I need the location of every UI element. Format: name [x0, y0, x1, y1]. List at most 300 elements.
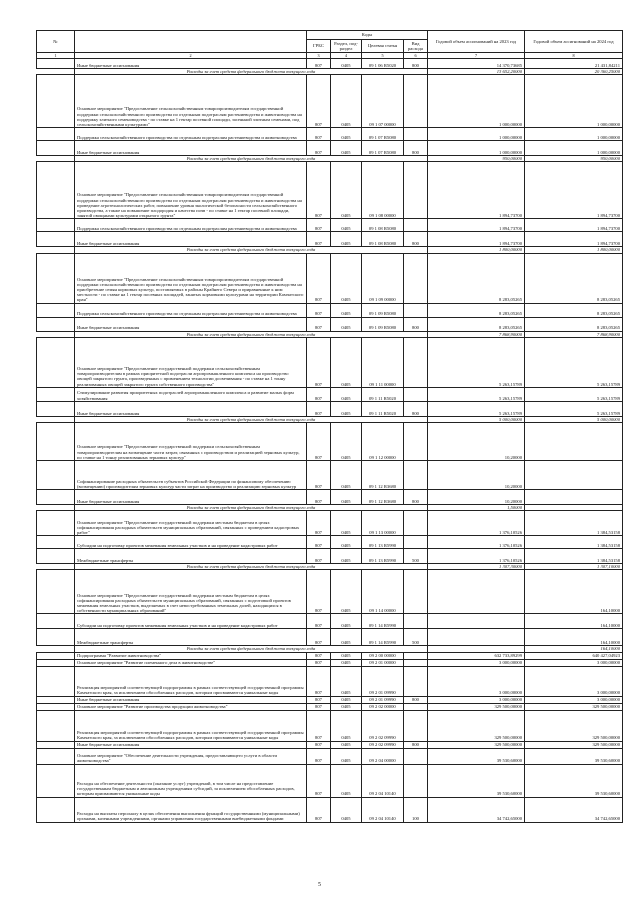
row-grbs: 807: [307, 219, 331, 232]
row-target: 09 1 09 R5080: [362, 317, 404, 331]
table-row: [37, 696, 623, 703]
row-vid: 800: [404, 696, 428, 703]
row-name: Расходы на выплаты персоналу в целях обеспечения выполнения функций государственными (муниципальными) органами, казенными учреждениями, органами управления государственными внебюджетными фондами: [75, 797, 307, 822]
row-value-2023: 10,20000: [428, 423, 525, 461]
row-no: [37, 162, 75, 219]
row-razdel: 0405: [331, 387, 362, 401]
row-name: Иные бюджетные ассигнования: [75, 696, 307, 703]
row-no: [37, 748, 75, 764]
header-codes: Коды: [307, 31, 428, 40]
row-grbs: 807: [307, 337, 331, 387]
row-name: Межбюджетные трансферты: [75, 549, 307, 564]
row-grbs: 807: [307, 59, 331, 69]
row-target: 09 2 04 00000: [362, 748, 404, 764]
row-name: Межбюджетные трансферты: [75, 629, 307, 646]
row-no: [37, 141, 75, 156]
row-razdel: 0405: [331, 141, 362, 156]
row-grbs: 807: [307, 317, 331, 331]
row-no: [37, 232, 75, 247]
row-grbs: 807: [307, 232, 331, 247]
row-name: Основное мероприятие "Предоставление государственной поддержки местным бюджетам в целях софинансирования расходных обязательств муниципальных образований, связанных с подготовкой проектов межевания земельных участков, выделяемых в счет невостребованных земельных долей, находящихся в собственности муниципальных образований": [75, 570, 307, 614]
note-text: Расходы за счет средств федерального бюджета текущего года: [75, 505, 428, 511]
row-no: [37, 629, 75, 646]
row-value-2023: 329 500,00000: [428, 741, 525, 748]
row-target: 09 1 12 R3680: [362, 490, 404, 505]
row-vid: [404, 337, 428, 387]
row-no: [37, 490, 75, 505]
table-row: [37, 490, 623, 505]
budget-table: [36, 30, 623, 823]
row-name: Субсидии на подготовку проектов межевания земельных участков и на проведение кадастровых работ: [75, 536, 307, 549]
row-name: Реализация мероприятий соответствующей подпрограммы в рамках соответствующей государственной программы Камчатского края, за исключением обособленных расходов, которым присваиваются уникальные коды: [75, 666, 307, 696]
col-num: 3: [307, 53, 331, 59]
row-value-2024: 1 894,73700: [525, 232, 623, 247]
table-row: [37, 666, 623, 696]
row-value-2023: 3 000,00000: [428, 666, 525, 696]
table-row: [37, 741, 623, 748]
note-value-2024: 164,10000: [525, 646, 623, 652]
note-value-2024: 1 800,00000: [525, 247, 623, 253]
row-razdel: 0405: [331, 511, 362, 536]
row-target: 09 2 02 00000: [362, 703, 404, 710]
row-name: Основное мероприятие "Предоставление сельскохозяйственным товаропроизводителям государственной поддержки сельскохозяйственного производства по отдельным подотраслям растениеводства и животноводства на приобретение семян кормовых культур, поставляемых в районы Крайнего Севера и приравненные к ним местности - по ставке на 1 гектар посевных площадей, занятых кормовыми культурами на территории Камчатского края": [75, 253, 307, 303]
header-vol-2024: Годовой объем ассигнований на 2024 год: [525, 31, 623, 53]
row-vid: 100: [404, 797, 428, 822]
row-value-2023: 1 376,10526: [428, 511, 525, 536]
row-grbs: 807: [307, 666, 331, 696]
row-name: Основное мероприятие "Обеспечение деятельности учреждения, предоставляющего услуги в области животноводства": [75, 748, 307, 764]
row-vid: [404, 162, 428, 219]
row-vid: [404, 666, 428, 696]
row-no: [37, 536, 75, 549]
note-value-2024: 950,00000: [525, 156, 623, 162]
row-value-2024: 640 427,04923: [525, 652, 623, 659]
row-value-2024: 1 000,00000: [525, 128, 623, 141]
row-value-2024: [525, 490, 623, 505]
row-value-2024: 329 500,00000: [525, 703, 623, 710]
table-row: [37, 461, 623, 490]
row-target: 09 1 14 00000: [362, 570, 404, 614]
row-no: [37, 461, 75, 490]
row-target: 09 1 07 00000: [362, 75, 404, 128]
table-row: [37, 549, 623, 564]
row-vid: [404, 461, 428, 490]
row-no: [37, 696, 75, 703]
table-row: [37, 232, 623, 247]
row-no: [37, 666, 75, 696]
row-name: Иные бюджетные ассигнования: [75, 741, 307, 748]
row-name: Софинансирование расходных обязательств субъектов Российской Федерации по финансовому обеспечению (возмещению) производителям зерновых культур части затрат на производство и реализацию зерновых культур: [75, 461, 307, 490]
table-row: [37, 652, 623, 659]
row-grbs: 807: [307, 536, 331, 549]
row-target: 09 1 07 R5080: [362, 128, 404, 141]
row-razdel: 0405: [331, 59, 362, 69]
row-no: [37, 703, 75, 710]
note-value-2024: 1 307,10000: [525, 564, 623, 570]
row-name: Поддержка сельскохозяйственного производства по отдельным подотраслям растениеводства и животноводства: [75, 128, 307, 141]
row-razdel: 0405: [331, 219, 362, 232]
table-row: [37, 423, 623, 461]
row-value-2023: 1 376,10526: [428, 536, 525, 549]
row-razdel: 0405: [331, 703, 362, 710]
table-row: [37, 703, 623, 710]
row-value-2024: 164,10000: [525, 570, 623, 614]
row-value-2024: 3 000,00000: [525, 666, 623, 696]
row-vid: 500: [404, 629, 428, 646]
row-grbs: 807: [307, 128, 331, 141]
row-name: Реализация мероприятий соответствующей подпрограммы в рамках соответствующей государственной программы Камчатского края, за исключением обособленных расходов, которым присваиваются уникальные коды: [75, 710, 307, 741]
row-value-2023: 1 894,73700: [428, 219, 525, 232]
row-grbs: 807: [307, 162, 331, 219]
row-grbs: 807: [307, 490, 331, 505]
row-target: 09 1 09 R5080: [362, 303, 404, 317]
row-no: [37, 614, 75, 629]
row-target: 09 1 09 00000: [362, 253, 404, 303]
row-value-2024: 21 431,84211: [525, 59, 623, 69]
row-name: Субсидии на подготовку проектов межевания земельных участков и на проведение кадастровых работ: [75, 614, 307, 629]
row-value-2024: 1 894,73700: [525, 219, 623, 232]
note-value-2023: 1 800,00000: [428, 247, 525, 253]
row-value-2024: [525, 423, 623, 461]
row-vid: [404, 710, 428, 741]
row-value-2023: 329 500,00000: [428, 710, 525, 741]
row-name: Основное мероприятие "Предоставление государственной поддержки сельскохозяйственным товаропроизводителям в рамках приоритетной подотрасли агропромышленного комплекса на производство овощей закрытого грунта, произведенных с применением технологии досвечивания - по ставке на 1 тонну реализованных овощей закрытого грунта собственного производства": [75, 337, 307, 387]
row-value-2024: 39 530,60000: [525, 748, 623, 764]
row-target: 09 1 08 R5080: [362, 219, 404, 232]
table-row: [37, 303, 623, 317]
row-value-2023: 329 500,00000: [428, 703, 525, 710]
row-grbs: 807: [307, 696, 331, 703]
table-row: [37, 162, 623, 219]
row-target: 09 1 11 R5020: [362, 401, 404, 416]
header-vol-2023: Годовой объем ассигнований на 2023 год: [428, 31, 525, 53]
row-value-2023: 1 894,73700: [428, 162, 525, 219]
row-no: [37, 710, 75, 741]
row-vid: [404, 253, 428, 303]
row-target: 09 1 11 00000: [362, 337, 404, 387]
row-no: [37, 797, 75, 822]
row-value-2024: 8 283,05265: [525, 303, 623, 317]
col-num: 5: [362, 53, 404, 59]
row-no: [37, 741, 75, 748]
table-row: [37, 659, 623, 666]
row-no: [37, 570, 75, 614]
row-value-2023: 14 370,73685: [428, 59, 525, 69]
row-grbs: 807: [307, 423, 331, 461]
row-grbs: 807: [307, 75, 331, 128]
row-no: [37, 764, 75, 797]
row-grbs: 807: [307, 652, 331, 659]
row-vid: 800: [404, 741, 428, 748]
row-vid: [404, 703, 428, 710]
row-value-2023: 39 530,60000: [428, 748, 525, 764]
row-value-2023: 34 742,65000: [428, 797, 525, 822]
note-value-2023: 1,50000: [428, 505, 525, 511]
header-name: [75, 31, 307, 53]
row-value-2023: [428, 570, 525, 614]
row-vid: [404, 128, 428, 141]
header-target: Целевая статья: [362, 40, 404, 53]
note-value-2023: 5 000,00000: [428, 416, 525, 422]
row-value-2023: 5 263,15789: [428, 401, 525, 416]
row-vid: [404, 75, 428, 128]
row-razdel: 0405: [331, 652, 362, 659]
note-text: Расходы за счет средств федерального бюджета текущего года: [75, 331, 428, 337]
row-value-2023: 1 000,00000: [428, 141, 525, 156]
note-value-2024: 7 868,90000: [525, 331, 623, 337]
note-value-2024: 5 000,00000: [525, 416, 623, 422]
row-value-2024: 34 742,65000: [525, 797, 623, 822]
row-value-2024: 5 263,15789: [525, 387, 623, 401]
row-target: 09 2 04 10140: [362, 797, 404, 822]
row-value-2024: 5 263,15789: [525, 401, 623, 416]
row-target: 09 1 12 R3680: [362, 461, 404, 490]
row-grbs: 807: [307, 401, 331, 416]
row-razdel: 0405: [331, 461, 362, 490]
row-value-2024: 164,10000: [525, 614, 623, 629]
row-no: [37, 75, 75, 128]
row-no: [37, 253, 75, 303]
row-razdel: 0405: [331, 710, 362, 741]
table-row: [37, 797, 623, 822]
table-row: [37, 629, 623, 646]
row-razdel: 0405: [331, 549, 362, 564]
table-row: [37, 128, 623, 141]
row-name: Иные бюджетные ассигнования: [75, 401, 307, 416]
row-target: 09 2 01 00000: [362, 659, 404, 666]
table-row: [37, 387, 623, 401]
row-vid: [404, 423, 428, 461]
row-name: Основное мероприятие "Предоставление государственной поддержки сельскохозяйственным товаропроизводителям на возмещение части затрат, связанных с производством и реализацией зерновых культур, по ставке на 1 тонну реализованных зерновых культур": [75, 423, 307, 461]
row-grbs: 807: [307, 303, 331, 317]
row-target: 09 1 14 R5990: [362, 614, 404, 629]
row-value-2024: 1 384,53158: [525, 536, 623, 549]
row-razdel: 0405: [331, 253, 362, 303]
row-vid: [404, 570, 428, 614]
row-vid: 800: [404, 232, 428, 247]
row-target: 09 2 01 09990: [362, 666, 404, 696]
row-no: [37, 303, 75, 317]
table-row: [37, 317, 623, 331]
row-target: 09 2 04 10140: [362, 764, 404, 797]
row-vid: 500: [404, 549, 428, 564]
row-target: 09 1 13 R5990: [362, 536, 404, 549]
row-value-2023: 10,20000: [428, 461, 525, 490]
note-text: Расходы за счет средств федерального бюджета текущего года: [75, 646, 428, 652]
row-vid: [404, 764, 428, 797]
row-value-2023: 10,20000: [428, 490, 525, 505]
row-name: Иные бюджетные ассигнования: [75, 59, 307, 69]
row-value-2023: 3 000,00000: [428, 696, 525, 703]
row-grbs: 807: [307, 629, 331, 646]
row-name: Иные бюджетные ассигнования: [75, 317, 307, 331]
table-row: [37, 337, 623, 387]
row-grbs: 807: [307, 461, 331, 490]
row-vid: [404, 536, 428, 549]
row-target: 09 1 08 00000: [362, 162, 404, 219]
table-row: [37, 219, 623, 232]
header-no: №: [37, 31, 75, 53]
row-value-2024: 1 384,53158: [525, 511, 623, 536]
row-value-2024: 39 530,60000: [525, 764, 623, 797]
table-row: [37, 614, 623, 629]
row-value-2023: 1 000,00000: [428, 128, 525, 141]
row-no: [37, 387, 75, 401]
row-grbs: 807: [307, 703, 331, 710]
row-value-2023: 8 283,05265: [428, 303, 525, 317]
row-value-2023: 632 733,89299: [428, 652, 525, 659]
row-value-2023: 3 000,00000: [428, 659, 525, 666]
row-razdel: 0405: [331, 232, 362, 247]
row-vid: 800: [404, 490, 428, 505]
row-vid: [404, 303, 428, 317]
table-row: [37, 570, 623, 614]
row-no: [37, 317, 75, 331]
row-vid: [404, 219, 428, 232]
header-grbs: ГРБС: [307, 40, 331, 53]
row-razdel: 0405: [331, 423, 362, 461]
row-name: Иные бюджетные ассигнования: [75, 490, 307, 505]
note-text: Расходы за счет средств федерального бюджета текущего года: [75, 416, 428, 422]
row-razdel: 0405: [331, 401, 362, 416]
row-target: 09 1 07 R5080: [362, 141, 404, 156]
row-vid: 800: [404, 317, 428, 331]
row-razdel: 0405: [331, 337, 362, 387]
row-no: [37, 423, 75, 461]
row-target: 09 1 06 R5020: [362, 59, 404, 69]
row-value-2024: 8 283,05265: [525, 317, 623, 331]
table-row: [37, 748, 623, 764]
row-target: 09 1 12 00000: [362, 423, 404, 461]
row-no: [37, 659, 75, 666]
row-name: Стимулирование развития приоритетных подотраслей агропромышленного комплекса и развитие малых форм хозяйствования: [75, 387, 307, 401]
row-name: Иные бюджетные ассигнования: [75, 141, 307, 156]
row-razdel: 0405: [331, 659, 362, 666]
row-value-2024: 5 263,15789: [525, 337, 623, 387]
row-razdel: 0405: [331, 764, 362, 797]
col-num: 6: [404, 53, 428, 59]
row-razdel: 0405: [331, 490, 362, 505]
row-vid: [404, 614, 428, 629]
row-name: Подпрограмма "Развитие животноводства": [75, 652, 307, 659]
row-value-2024: 3 000,00000: [525, 659, 623, 666]
row-grbs: 807: [307, 549, 331, 564]
table-row: [37, 141, 623, 156]
row-razdel: 0405: [331, 536, 362, 549]
row-no: [37, 511, 75, 536]
row-vid: 800: [404, 141, 428, 156]
row-value-2023: 39 530,60000: [428, 764, 525, 797]
row-razdel: 0405: [331, 614, 362, 629]
row-razdel: 0405: [331, 797, 362, 822]
row-name: Поддержка сельскохозяйственного производства по отдельным подотраслям растениеводства и животноводства: [75, 303, 307, 317]
row-value-2024: 329 500,00000: [525, 710, 623, 741]
table-row: [37, 59, 623, 69]
row-value-2023: [428, 614, 525, 629]
row-name: Основное мероприятие "Развитие производства продукции животноводства": [75, 703, 307, 710]
row-razdel: 0405: [331, 696, 362, 703]
row-vid: [404, 652, 428, 659]
row-no: [37, 337, 75, 387]
row-no: [37, 59, 75, 69]
row-target: 09 2 00 00000: [362, 652, 404, 659]
note-text: Расходы за счет средств федерального бюджета текущего года: [75, 247, 428, 253]
row-value-2023: 1 000,00000: [428, 75, 525, 128]
row-value-2024: 8 283,05265: [525, 253, 623, 303]
note-value-2024: 20 360,25000: [525, 69, 623, 75]
row-value-2024: 3 000,00000: [525, 696, 623, 703]
col-num: 7: [428, 53, 525, 59]
col-num: 1: [37, 53, 75, 59]
row-target: 09 2 02 09990: [362, 741, 404, 748]
row-value-2023: 1 894,73700: [428, 232, 525, 247]
table-row: [37, 401, 623, 416]
row-name: Иные бюджетные ассигнования: [75, 232, 307, 247]
row-value-2023: 8 283,05265: [428, 317, 525, 331]
row-grbs: 807: [307, 141, 331, 156]
row-grbs: 807: [307, 387, 331, 401]
table-row: [37, 764, 623, 797]
row-grbs: 807: [307, 748, 331, 764]
row-name: Основное мероприятие "Предоставление сельскохозяйственным товаропроизводителям государственной поддержки сельскохозяйственного производства по отдельным подотраслям растениеводства и животноводства на поддержку элитного семеноводства - по ставке на 1 гектар посевной площади, засеянной элитным семенами, под сельскохозяйственными культурами": [75, 75, 307, 128]
row-target: 09 1 14 R5990: [362, 629, 404, 646]
row-grbs: 807: [307, 570, 331, 614]
row-value-2023: 5 263,15789: [428, 337, 525, 387]
row-grbs: 807: [307, 741, 331, 748]
row-razdel: 0405: [331, 303, 362, 317]
row-value-2024: [525, 461, 623, 490]
row-value-2024: 329 500,00000: [525, 741, 623, 748]
header-vid: Вид расхода: [404, 40, 428, 53]
row-grbs: 807: [307, 659, 331, 666]
row-value-2024: 1 384,53158: [525, 549, 623, 564]
row-name: Расходы на обеспечение деятельности (оказание услуг) учреждений, в том числе на предоставление государственным бюджетным и автономным учреждениям субсидий, за исключением обособленных расходов, которым присваиваются уникальные коды: [75, 764, 307, 797]
row-vid: [404, 387, 428, 401]
row-razdel: 0405: [331, 317, 362, 331]
row-no: [37, 652, 75, 659]
note-text: Расходы за счет средств федерального бюджета текущего года: [75, 156, 428, 162]
table-row: [37, 253, 623, 303]
table-row: [37, 75, 623, 128]
row-target: 09 2 01 09990: [362, 696, 404, 703]
row-grbs: 807: [307, 710, 331, 741]
col-num: 2: [75, 53, 307, 59]
row-value-2024: 1 000,00000: [525, 75, 623, 128]
row-grbs: 807: [307, 764, 331, 797]
row-target: 09 2 02 09990: [362, 710, 404, 741]
row-razdel: 0405: [331, 629, 362, 646]
row-name: Поддержка сельскохозяйственного производства по отдельным подотраслям растениеводства и животноводства: [75, 219, 307, 232]
note-text: Расходы за счет средств федерального бюджета текущего года: [75, 69, 428, 75]
note-value-2023: 13 652,20000: [428, 69, 525, 75]
row-no: [37, 128, 75, 141]
col-num: 8: [525, 53, 623, 59]
page-number: 5: [318, 882, 321, 888]
row-no: [37, 219, 75, 232]
row-target: 09 1 08 R5080: [362, 232, 404, 247]
row-name: Основное мероприятие "Предоставление государственной поддержки местным бюджетам в целях софинансирования расходных обязательств муниципальных образований, связанных с проведением кадастровых работ": [75, 511, 307, 536]
table-row: [37, 511, 623, 536]
row-value-2024: 164,10000: [525, 629, 623, 646]
row-no: [37, 549, 75, 564]
row-value-2023: 8 283,05265: [428, 253, 525, 303]
row-razdel: 0405: [331, 741, 362, 748]
row-razdel: 0405: [331, 570, 362, 614]
row-vid: [404, 659, 428, 666]
row-razdel: 0405: [331, 75, 362, 128]
row-vid: 800: [404, 401, 428, 416]
row-no: [37, 401, 75, 416]
